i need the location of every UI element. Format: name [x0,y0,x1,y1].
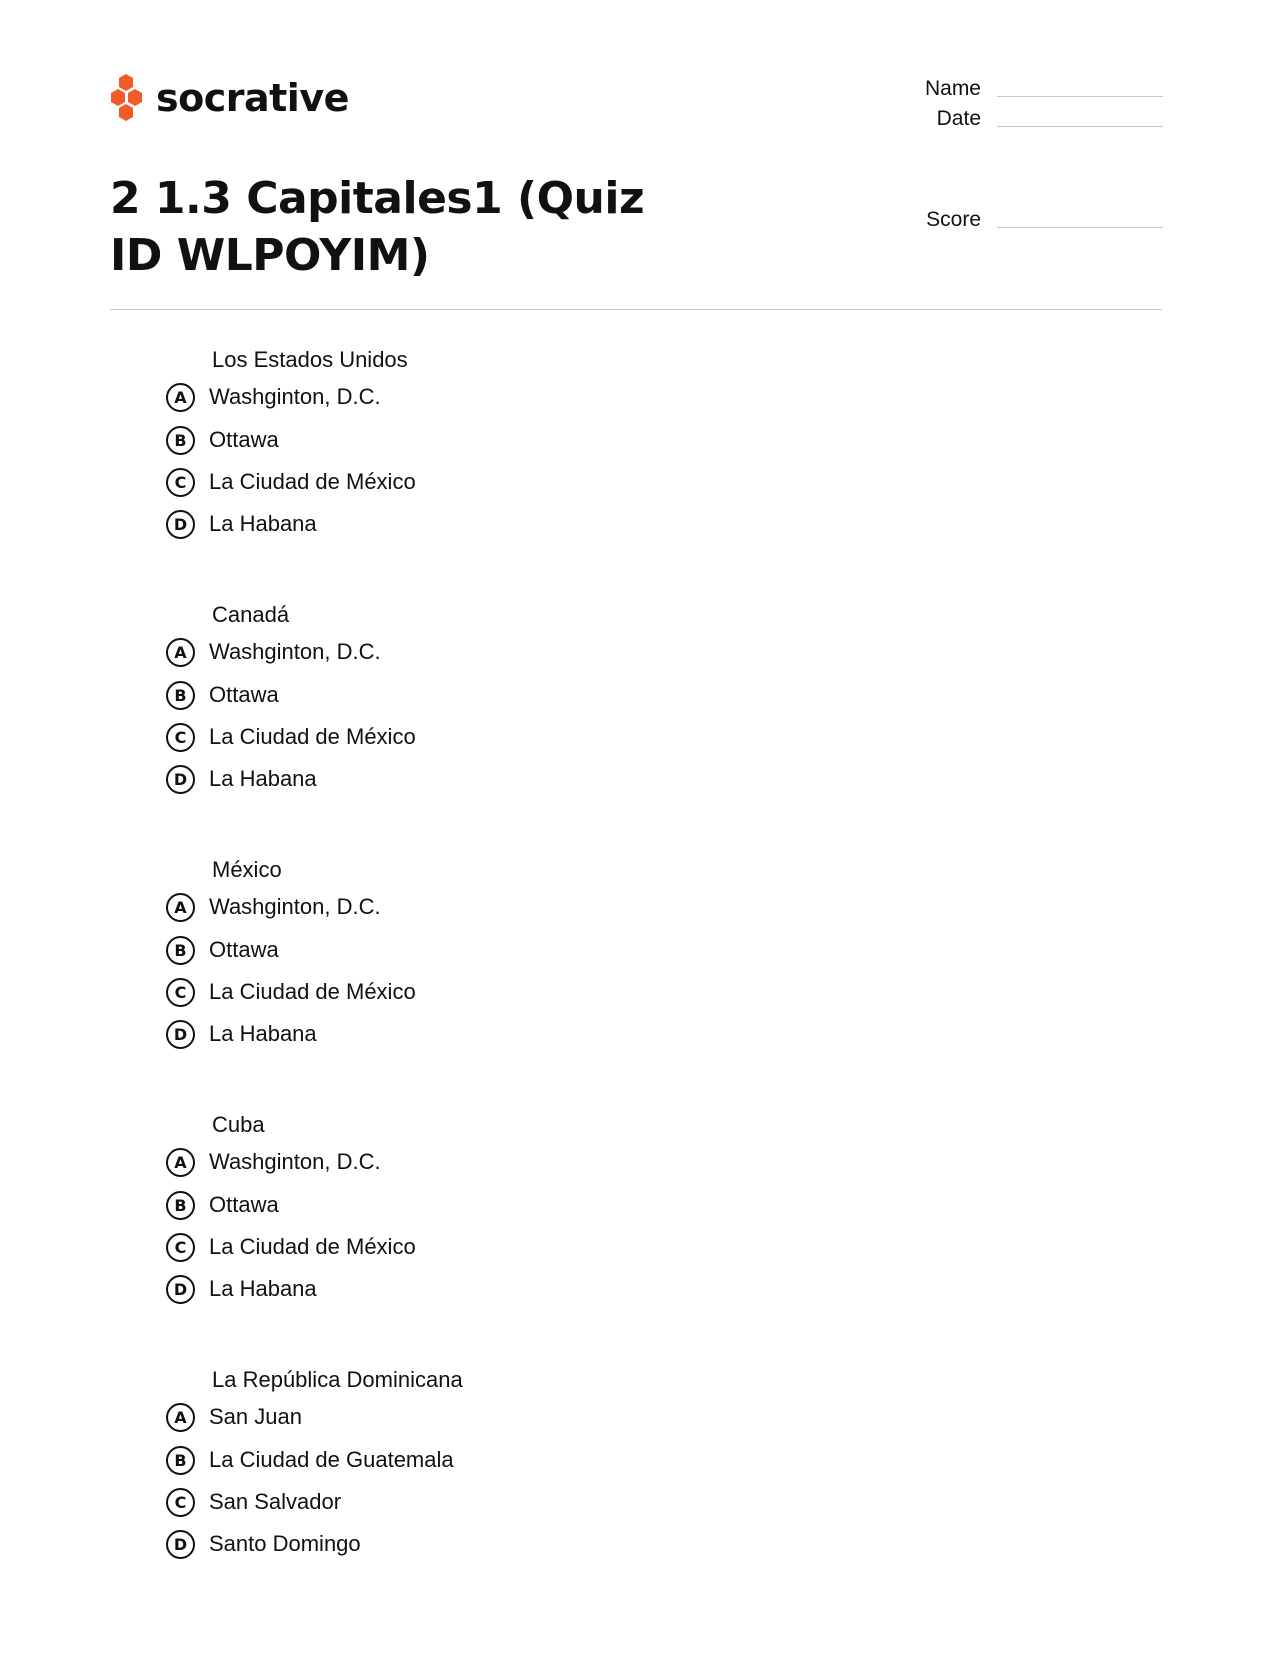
option-text: La Ciudad de México [209,724,416,749]
answer-option[interactable] [166,380,381,414]
answer-option[interactable] [166,720,416,754]
date-field [861,108,1163,129]
option-letter-circle[interactable]: B [166,936,195,965]
option-text: Ottawa [209,1192,279,1217]
option-letter-circle[interactable]: C [166,1488,195,1517]
answer-option[interactable] [166,1017,317,1051]
socrative-logo [110,72,349,124]
option-letter-circle[interactable]: D [166,1020,195,1049]
logo-hex [111,89,125,106]
option-text: La Habana [209,1276,317,1301]
question-text: México [212,857,282,882]
answer-option[interactable] [166,465,416,499]
option-letter-circle[interactable]: C [166,1233,195,1262]
logo-hex [128,89,142,106]
option-text: Washginton, D.C. [209,384,381,409]
option-text: San Juan [209,1404,302,1429]
option-letter-circle[interactable]: B [166,426,195,455]
option-letter-circle[interactable]: A [166,383,195,412]
option-letter-circle[interactable]: D [166,510,195,539]
option-text: La Habana [209,511,317,536]
question-text: Cuba [212,1112,265,1137]
option-text: Ottawa [209,937,279,962]
question-header [0,345,700,375]
score-label: Score [926,208,981,231]
option-letter-circle[interactable]: C [166,723,195,752]
logo-hex [119,74,133,91]
answer-option[interactable] [166,678,279,712]
answer-option[interactable] [166,1485,341,1519]
option-letter-circle[interactable]: D [166,1530,195,1559]
logo-hex [119,104,133,121]
date-label: Date [936,107,981,130]
option-text: Washginton, D.C. [209,639,381,664]
option-letter-circle[interactable]: B [166,681,195,710]
option-letter-circle[interactable]: C [166,978,195,1007]
answer-option[interactable] [166,1188,279,1222]
answer-option[interactable] [166,1400,302,1434]
option-letter-circle[interactable]: D [166,765,195,794]
option-text: La Ciudad de México [209,469,416,494]
date-blank-line [997,126,1163,127]
option-text: La Habana [209,766,317,791]
answer-option[interactable] [166,423,279,457]
answer-option[interactable] [166,933,279,967]
option-text: La Ciudad de México [209,1234,416,1259]
quiz-title: 2 1.3 Capitales1 (Quiz ID WLPOYIM) [110,173,645,281]
answer-option[interactable] [166,1145,381,1179]
answer-option[interactable] [166,890,381,924]
header-divider [110,309,1162,310]
question-text: Los Estados Unidos [212,347,408,372]
answer-option[interactable] [166,762,317,796]
option-text: La Ciudad de Guatemala [209,1447,454,1472]
question-header [0,1365,700,1395]
answer-option[interactable] [166,1443,454,1477]
option-letter-circle[interactable]: A [166,893,195,922]
score-blank-line [997,227,1163,228]
answer-option[interactable] [166,635,381,669]
option-text: La Habana [209,1021,317,1046]
answer-option[interactable] [166,1230,416,1264]
option-letter-circle[interactable]: B [166,1191,195,1220]
answer-option[interactable] [166,1272,317,1306]
score-field [861,209,1163,230]
question-header [0,600,700,630]
option-text: Ottawa [209,427,279,452]
question-text: Canadá [212,602,290,627]
name-field [861,78,1163,99]
option-letter-circle[interactable]: C [166,468,195,497]
option-text: San Salvador [209,1489,342,1514]
answer-option[interactable] [166,975,416,1009]
name-blank-line [997,96,1163,97]
question-text: La República Dominicana [212,1367,463,1392]
hexagon-cluster-icon [110,74,146,122]
question-header [0,855,700,885]
answer-option[interactable] [166,1527,361,1561]
name-label: Name [924,77,981,100]
option-text: Santo Domingo [209,1531,361,1556]
option-text: Washginton, D.C. [209,1149,381,1174]
option-letter-circle[interactable]: D [166,1275,195,1304]
option-text: Washginton, D.C. [209,894,381,919]
question-header [0,1110,700,1140]
option-letter-circle[interactable]: B [166,1446,195,1475]
logo-wordmark: socrative [156,76,349,120]
answer-option[interactable] [166,507,317,541]
option-letter-circle[interactable]: A [166,1148,195,1177]
option-text: La Ciudad de México [209,979,416,1004]
option-letter-circle[interactable]: A [166,638,195,667]
option-letter-circle[interactable]: A [166,1403,195,1432]
option-text: Ottawa [209,682,279,707]
